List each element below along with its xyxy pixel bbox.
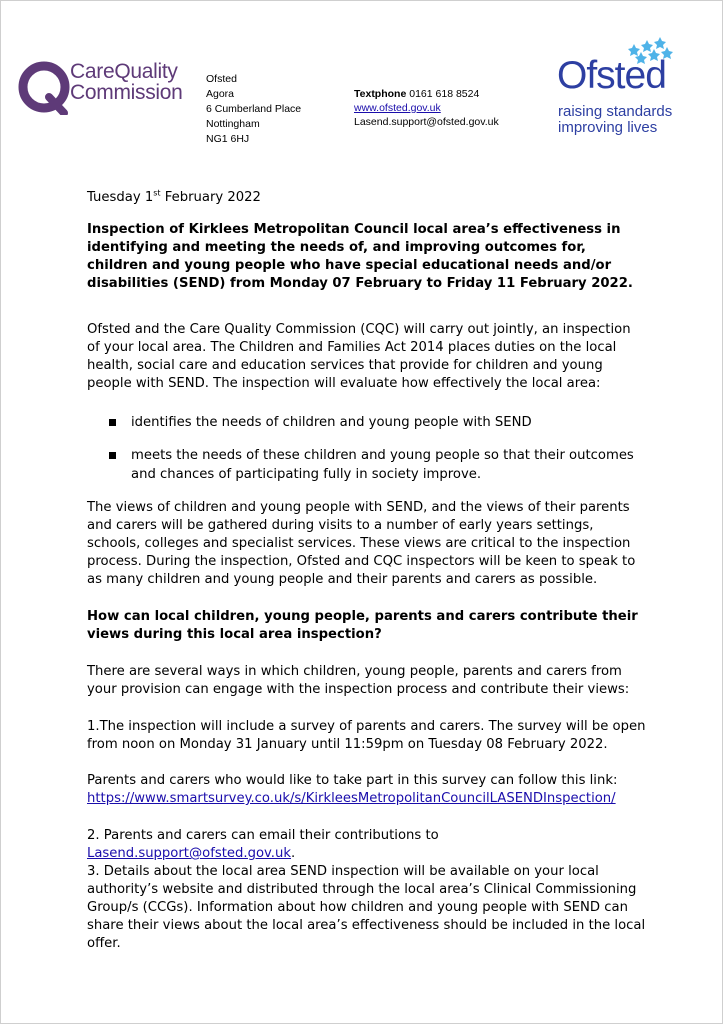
bullet-text: meets the needs of these children and young people so that their outcomes and chances of participating fully in society improve. bbox=[131, 448, 634, 482]
letter-title: Inspection of Kirklees Metropolitan Council local area’s effectiveness in identifying and meeting the needs of, and improving outcomes for, children and young people who have special educational needs and/or disabilities (SEND) from Monday 07 February to Friday 11 February 2022. bbox=[87, 222, 633, 291]
sender-address bbox=[206, 72, 301, 147]
letter-date bbox=[87, 189, 647, 207]
address-line: Nottingham bbox=[206, 118, 260, 130]
ofsted-tagline bbox=[558, 104, 672, 136]
bullet-text: identifies the needs of children and young people with SEND bbox=[131, 415, 532, 430]
cqc-logo-line1: CareQuality bbox=[70, 60, 178, 83]
textphone-line bbox=[354, 87, 499, 101]
bullet-square-icon bbox=[109, 419, 116, 426]
email-link[interactable]: Lasend.support@ofsted.gov.uk bbox=[87, 846, 291, 861]
address-line: Agora bbox=[206, 88, 235, 100]
survey-link[interactable]: https://www.smartsurvey.co.uk/s/KirkleesMetropolitanCouncilLASENDInspection/ bbox=[87, 791, 616, 806]
date-ordinal: st bbox=[153, 188, 161, 198]
survey-paragraph: 1.The inspection will include a survey of parents and carers. The survey will be open from noon on Monday 31 January until 11:59pm on Tuesday 08 February 2022. bbox=[87, 719, 646, 752]
address-line: 6 Cumberland Place bbox=[206, 103, 302, 115]
list-item bbox=[109, 446, 639, 486]
email-paragraph-end: . bbox=[291, 846, 296, 861]
ofsted-tagline-1: raising standards bbox=[558, 103, 673, 120]
textphone-number: 0161 618 8524 bbox=[409, 88, 480, 100]
ofsted-tagline-2: improving lives bbox=[558, 119, 658, 136]
email-paragraph bbox=[87, 827, 647, 863]
website-link[interactable]: www.ofsted.gov.uk bbox=[354, 102, 441, 114]
contact-email: Lasend.support@ofsted.gov.uk bbox=[354, 116, 499, 128]
textphone-label: Textphone bbox=[354, 88, 407, 100]
section-heading: How can local children, young people, parents and carers contribute their views during this local area inspection? bbox=[87, 609, 638, 642]
survey-link-intro: Parents and carers who would like to take part in this survey can follow this link: bbox=[87, 773, 618, 788]
ways-paragraph: There are several ways in which children, young people, parents and carers from your provision can engage with the inspection process and contribute their views: bbox=[87, 664, 630, 697]
cqc-logo-text bbox=[70, 61, 183, 103]
survey-link-paragraph bbox=[87, 772, 647, 808]
address-line: Ofsted bbox=[206, 73, 237, 85]
cqc-logo-line2: Commission bbox=[70, 81, 183, 104]
intro-paragraph: Ofsted and the Care Quality Commission (CQC) will carry out jointly, an inspection of your local area. The Children and Families Act 2014 places duties on the local health, social care and education services that provide for children and young people with SEND. The inspection will evaluate how effectively the local area: bbox=[87, 322, 631, 391]
date-month-year: February 2022 bbox=[160, 190, 261, 205]
bullet-square-icon bbox=[109, 452, 116, 459]
date-day: Tuesday 1 bbox=[87, 190, 154, 205]
address-line: NG1 6HJ bbox=[206, 133, 250, 145]
contact-details bbox=[354, 87, 499, 129]
views-paragraph: The views of children and young people with SEND, and the views of their parents and carers will be gathered during visits to a number of early years settings, schools, colleges and specialist services. These views are critical to the inspection process. During the inspection, Ofsted and CQC inspectors will be keen to speak to as many children and young people and their parents and carers as possible. bbox=[87, 500, 636, 587]
ofsted-logo-word: Ofsted bbox=[557, 54, 666, 97]
details-paragraph: 3. Details about the local area SEND inspection will be available on your local authority’s website and distributed through the local area’s Clinical Commissioning Group/s (CCGs). Information about how children and young people with SEND can share their views about the local area’s effectiveness should be included in the local offer. bbox=[87, 864, 646, 951]
list-item bbox=[109, 413, 639, 433]
email-paragraph-text: 2. Parents and carers can email their contributions to bbox=[87, 828, 439, 843]
